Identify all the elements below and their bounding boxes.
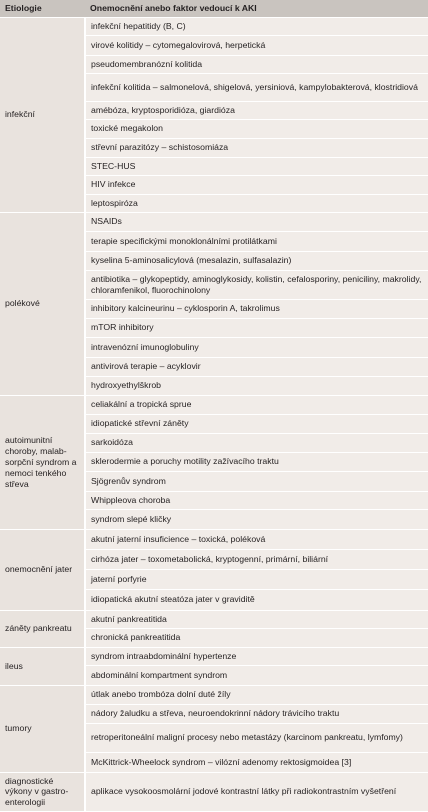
item-cell: idiopatická akutní steatóza jater v graviditě <box>85 589 428 610</box>
item-cell: útlak anebo trombóza dolní duté žíly <box>85 685 428 704</box>
item-cell: NSAIDs <box>85 212 428 231</box>
item-cell: HIV infekce <box>85 175 428 194</box>
item-cell: antivirová terapie – acyklovir <box>85 357 428 376</box>
item-cell: abdominální kompartment syndrom <box>85 665 428 685</box>
item-cell: cirhóza jater – toxometabolická, kryptogenní, primární, biliární <box>85 549 428 569</box>
table-body <box>0 17 428 811</box>
item-cell: inhibitory kalcineurinu – cyklosporin A, takrolimus <box>85 299 428 318</box>
table-row <box>0 647 428 665</box>
item-cell: akutní pankreatitida <box>85 610 428 628</box>
item-cell: hydroxyethylškrob <box>85 376 428 395</box>
table-header-row <box>0 0 428 17</box>
item-cell: sklerodermie a poruchy motility zažívacího traktu <box>85 452 428 471</box>
item-cell: amébóza, kryptosporidióza, giardióza <box>85 101 428 119</box>
item-cell: leptospiróza <box>85 194 428 212</box>
category-cell: onemocnění jater <box>0 529 85 610</box>
item-cell: infekční hepatitidy (B, C) <box>85 17 428 35</box>
item-cell: celiakální a tropická sprue <box>85 395 428 414</box>
category-cell: ileus <box>0 647 85 685</box>
item-cell: pseudomembranózní kolitida <box>85 55 428 73</box>
item-cell: McKittrick-Wheelock syndrom – vilózní adenomy rektosigmoidea [3] <box>85 752 428 772</box>
category-cell: autoimunitní choroby, malab-sorpční syndrom a nemoci tenkého střeva <box>0 395 85 529</box>
item-cell: střevní parazitózy – schistosomiáza <box>85 138 428 157</box>
table-row <box>0 772 428 811</box>
item-cell: virové kolitidy – cytomegalovirová, herpetická <box>85 35 428 55</box>
item-cell: sarkoidóza <box>85 433 428 452</box>
item-cell: syndrom intraabdominální hypertenze <box>85 647 428 665</box>
item-cell: antibiotika – glykopeptidy, aminoglykosidy, kolistin, cefalosporiny, peniciliny, makrolidy, chloramfenikol, fluorochinolony <box>85 270 428 299</box>
item-cell: nádory žaludku a střeva, neuroendokrinní nádory trávicího traktu <box>85 704 428 723</box>
category-cell: tumory <box>0 685 85 772</box>
category-cell: diagnostické výkony v gastro-enterologii <box>0 772 85 811</box>
table-row <box>0 395 428 414</box>
item-cell: aplikace vysokoosmolární jodové kontrastní látky při radiokontrastním vyšetření <box>85 772 428 811</box>
item-cell: Sjögrenův syndrom <box>85 471 428 491</box>
table-row <box>0 685 428 704</box>
item-cell: intravenózní imunoglobuliny <box>85 337 428 357</box>
item-cell: jaterní porfyrie <box>85 569 428 589</box>
table-row <box>0 17 428 35</box>
item-cell: kyselina 5-aminosalicylová (mesalazin, sulfasalazin) <box>85 251 428 270</box>
table-row <box>0 529 428 549</box>
item-cell: terapie specifickými monoklonálními protilátkami <box>85 231 428 251</box>
item-cell: chronická pankreatitida <box>85 628 428 647</box>
header-etiology: Etiologie <box>0 0 85 17</box>
category-cell: polékové <box>0 212 85 395</box>
item-cell: akutní jaterní insuficience – toxická, poléková <box>85 529 428 549</box>
item-cell: mTOR inhibitory <box>85 318 428 337</box>
item-cell: idiopatické střevní záněty <box>85 414 428 433</box>
item-cell: STEC-HUS <box>85 157 428 175</box>
table-row <box>0 610 428 628</box>
category-cell: infekční <box>0 17 85 212</box>
header-disease-factor: Onemocnění anebo faktor vedoucí k AKI <box>85 0 428 17</box>
item-cell: infekční kolitida – salmonelová, shigelová, yersiniová, kampylobakterová, klostridiová <box>85 73 428 101</box>
item-cell: toxické megakolon <box>85 119 428 138</box>
category-cell: záněty pankreatu <box>0 610 85 647</box>
item-cell: retroperitoneální maligní procesy nebo metastázy (karcinom pankreatu, lymfomy) <box>85 723 428 752</box>
table-row <box>0 212 428 231</box>
item-cell: Whippleova choroba <box>85 491 428 509</box>
item-cell: syndrom slepé kličky <box>85 509 428 529</box>
